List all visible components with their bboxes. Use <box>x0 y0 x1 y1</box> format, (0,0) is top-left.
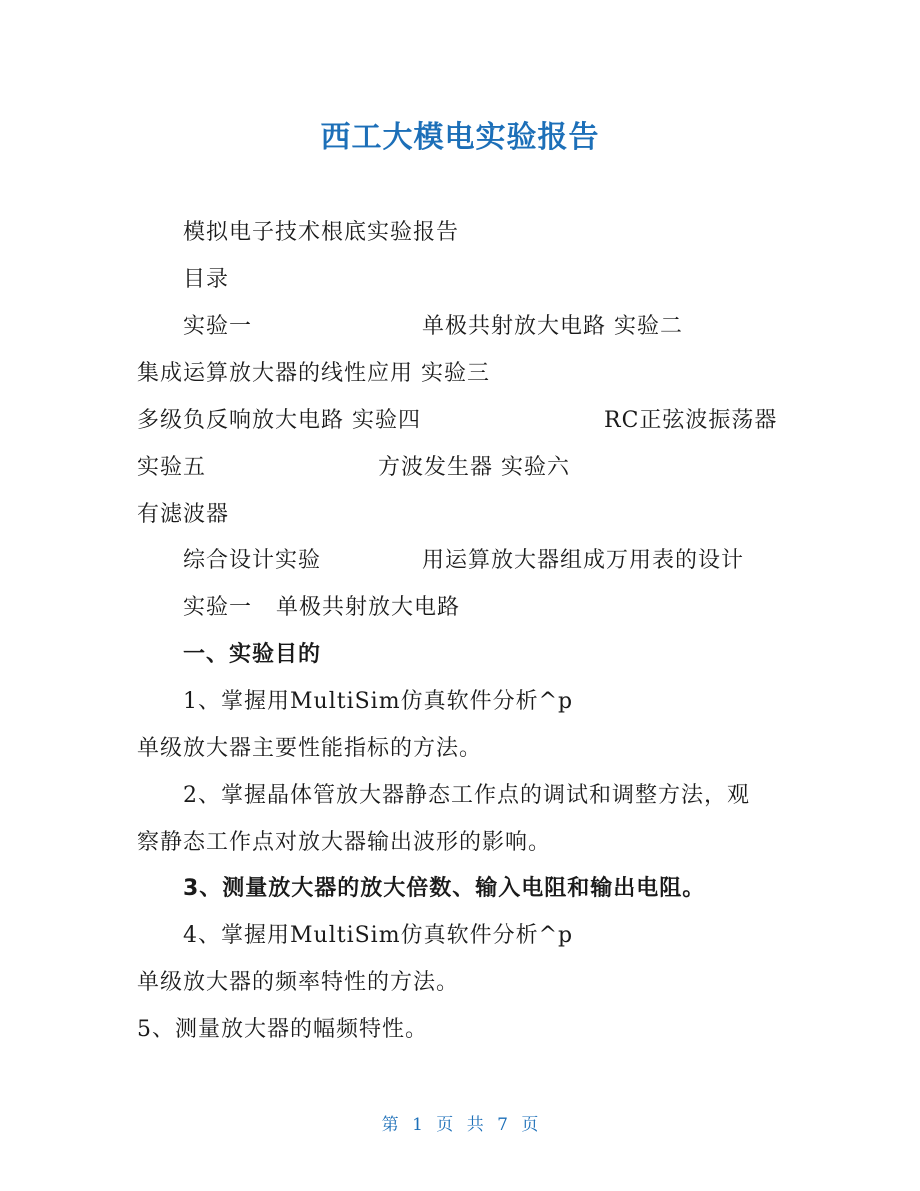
page-number-footer: 第 1 页 共 7 页 <box>381 1115 539 1135</box>
toc-line-5: 有滤波器 <box>137 502 230 527</box>
toc-line-3-left: 多级负反响放大电路 实验四 <box>137 408 421 433</box>
toc-heading: 目录 <box>183 267 230 292</box>
objective-1-line-1: 1、掌握用MultiSim仿真软件分析^p <box>183 689 574 714</box>
toc-line-2: 集成运算放大器的线性应用 实验三 <box>137 361 490 386</box>
objective-2-line-2: 察静态工作点对放大器输出波形的影响。 <box>137 830 552 855</box>
toc-line-6-right: 用运算放大器组成万用表的设计 <box>422 548 745 573</box>
toc-line-1-right: 单极共射放大电路 实验二 <box>422 314 683 339</box>
toc-line-3-right: RC正弦波振荡器 <box>604 408 778 433</box>
objective-4-line-1: 4、掌握用MultiSim仿真软件分析^p <box>183 923 574 948</box>
objective-3: 3、测量放大器的放大倍数、输入电阻和输出电阻。 <box>183 876 706 901</box>
toc-line-4-left: 实验五 <box>137 455 207 480</box>
toc-line-4-right: 方波发生器 实验六 <box>378 455 570 480</box>
toc-line-6-left: 综合设计实验 <box>183 548 322 573</box>
objective-4-line-2: 单级放大器的频率特性的方法。 <box>137 970 460 995</box>
objective-2-line-1: 2、掌握晶体管放大器静态工作点的调试和调整方法，观 <box>183 783 750 808</box>
subtitle-line: 模拟电子技术根底实验报告 <box>183 220 460 245</box>
objective-5: 5、测量放大器的幅频特性。 <box>137 1017 428 1042</box>
section-heading-experiment-1: 实验一 单极共射放大电路 <box>183 595 460 620</box>
objective-1-line-2: 单级放大器主要性能指标的方法。 <box>137 736 483 761</box>
toc-line-1-left: 实验一 <box>183 314 253 339</box>
section-heading-objectives: 一、实验目的 <box>183 642 322 667</box>
document-title: 西工大模电实验报告 <box>320 120 600 155</box>
